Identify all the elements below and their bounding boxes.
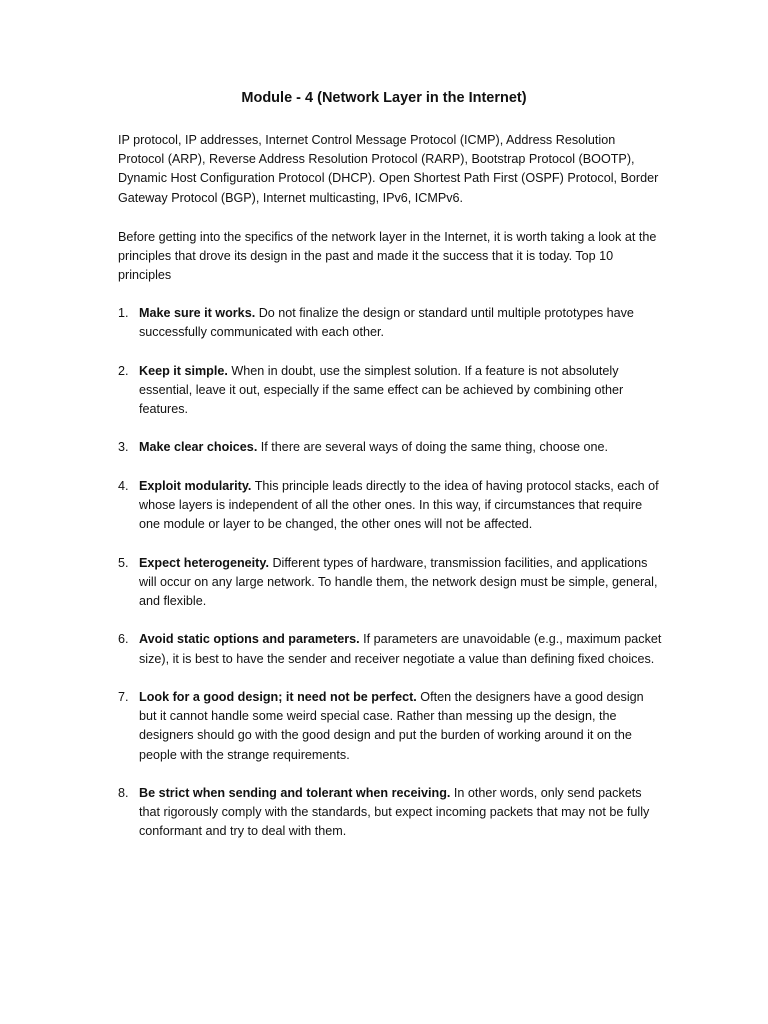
principle-text: This principle leads directly to the idea of having protocol stacks, each of whose layers is independent of all the other ones. In this way, if circumstances that require one module or layer to be changed, the other ones will not be affected. [139,478,659,532]
principle-lead: Avoid static options and parameters. [139,632,360,647]
principle-number: 3. [118,440,129,455]
principle-item-6 [118,630,663,668]
principle-number: 5. [118,555,129,570]
principle-lead: Expect heterogeneity. [139,555,269,570]
principle-item-3 [118,438,663,457]
principles-list [118,304,663,861]
principle-lead: Make clear choices. [139,440,258,455]
principle-text: When in doubt, use the simplest solution. If a feature is not absolutely essential, leave it out, especially if the same effect can be achieved by combining other features. [139,363,624,416]
principle-number: 6. [118,632,129,647]
principle-number: 1. [118,306,129,320]
page-title: Module - 4 (Network Layer in the Internet) [241,90,527,106]
intro-topics-paragraph: IP protocol, IP addresses, Internet Control Message Protocol (ICMP), Address Resolution Protocol (ARP), Reverse Address Resolution Protocol (RARP), Bootstrap Protocol (BOOTP), Dynamic Host Configuration Protocol (DHCP). Open Shortest Path First (OSPF) Protocol, Border Gateway Protocol (BGP), Internet multicasting, IPv6, ICMPv6. [118,133,659,205]
principle-item-7 [118,688,663,765]
principle-item-5 [118,554,663,612]
principle-text: Do not finalize the design or standard until multiple prototypes have successfully communicated with each other. [139,306,634,340]
principle-item-4 [118,477,663,535]
principle-lead: Look for a good design; it need not be perfect. [139,689,417,704]
principle-item-1 [118,304,663,342]
principle-number: 7. [118,689,129,704]
principle-lead: Make sure it works. [139,306,256,320]
principle-number: 4. [118,478,129,493]
intro-principles-paragraph: Before getting into the specifics of the network layer in the Internet, it is worth taking a look at the principles that drove its design in the past and made it the success that it is today. Top 10 principles [118,230,657,283]
principle-number: 8. [118,785,129,800]
principle-lead: Be strict when sending and tolerant when receiving. [139,785,451,800]
principle-text: In other words, only send packets that rigorously comply with the standards, but expect incoming packets that may not be fully conformant and try to deal with them. [139,785,650,839]
principle-text: Different types of hardware, transmission facilities, and applications will occur on any large network. To handle them, the network design must be simple, general, and flexible. [139,555,658,608]
principle-text: Often the designers have a good design but it cannot handle some weird special case. Rather than messing up the design, the designers should go with the good design and put the burden of working around it on the people with the strange requirements. [139,689,644,762]
principle-item-8 [118,784,663,842]
principle-lead: Keep it simple. [139,363,228,378]
principle-text: If there are several ways of doing the same thing, choose one. [257,440,609,455]
principle-item-2 [118,362,663,420]
principle-text: If parameters are unavoidable (e.g., maximum packet size), it is best to have the sender and receiver negotiate a value than defining fixed choices. [139,632,662,666]
principle-lead: Exploit modularity. [139,478,252,493]
principle-number: 2. [118,363,129,378]
